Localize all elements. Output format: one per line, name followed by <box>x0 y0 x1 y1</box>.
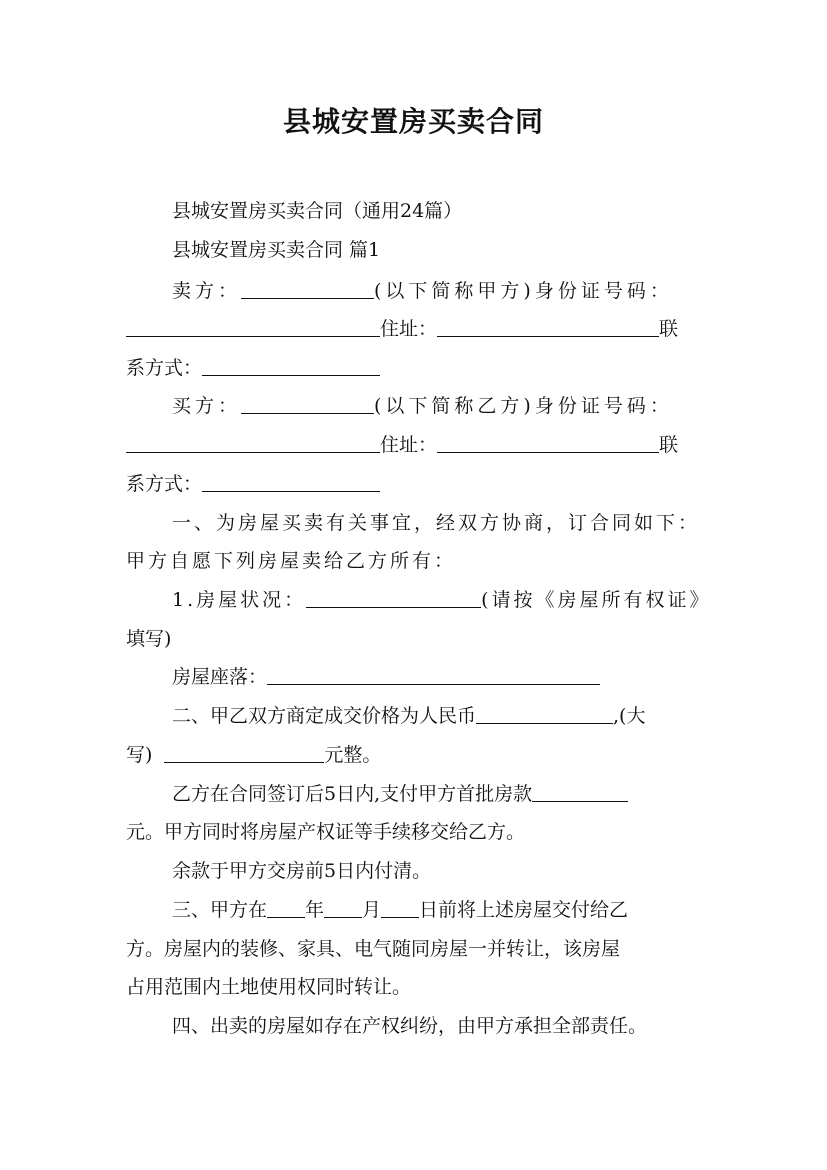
clause2-line2-suffix: 元整。 <box>324 744 382 766</box>
payment-text: 乙方在合同签订后5日内,支付甲方首批房款 <box>172 783 533 805</box>
payment-line2: 元。甲方同时将房屋产权证等手续移交给乙方。 <box>126 821 526 843</box>
clause3-line3: 占用范围内土地使用权同时转让。 <box>126 976 412 998</box>
seller-id-blank[interactable] <box>126 316 380 337</box>
buyer-contact-prefix: 联 <box>659 434 679 456</box>
item1-label: 1.房屋状况： <box>172 589 307 611</box>
delivery-month-blank[interactable] <box>324 897 362 918</box>
buyer-contact-label: 系方式： <box>126 473 203 495</box>
seller-line <box>172 276 673 306</box>
clause2-line2 <box>126 740 381 770</box>
price-blank[interactable] <box>476 703 613 724</box>
payment-line1 <box>172 779 628 809</box>
clause2-line1 <box>172 701 645 731</box>
seller-contact-label: 系方式： <box>126 357 203 379</box>
buyer-address-label: 住址： <box>380 434 438 456</box>
buyer-line <box>172 391 673 421</box>
buyer-label: 买方： <box>172 395 242 417</box>
clause3-month: 月 <box>362 899 382 921</box>
seller-label: 卖方： <box>172 280 242 302</box>
clause3-year: 年 <box>305 899 325 921</box>
seller-suffix: (以下简称甲方)身份证号码： <box>374 280 673 302</box>
clause2-prefix: 二、甲乙双方商定成交价格为人民币 <box>172 705 477 727</box>
item1-line <box>172 585 712 615</box>
buyer-address-line <box>126 430 678 460</box>
clause3-line2: 方。房屋内的装修、家具、电气随同房屋一并转让，该房屋 <box>126 938 621 960</box>
item1-line2: 填写) <box>126 628 172 650</box>
clause3-prefix: 三、甲方在 <box>172 899 268 921</box>
first-payment-blank[interactable] <box>532 781 628 802</box>
part-heading: 县城安置房买卖合同 篇1 <box>172 239 381 261</box>
balance-line: 余款于甲方交房前5日内付清。 <box>172 860 432 882</box>
house-status-blank[interactable] <box>306 587 481 608</box>
seller-contact-blank[interactable] <box>202 355 380 376</box>
buyer-name-blank[interactable] <box>241 393 374 414</box>
seller-contact-line <box>126 353 380 383</box>
document-subtitle: 县城安置房买卖合同（通用24篇） <box>172 200 463 222</box>
location-label: 房屋座落： <box>172 666 268 688</box>
buyer-contact-line <box>126 469 380 499</box>
seller-address-line <box>126 314 678 344</box>
seller-name-blank[interactable] <box>241 278 374 299</box>
clause2-suffix: ,(大 <box>613 705 646 727</box>
buyer-contact-blank[interactable] <box>202 471 380 492</box>
clause2-line2-prefix: 写) <box>126 744 153 766</box>
buyer-suffix: (以下简称乙方)身份证号码： <box>374 395 673 417</box>
document-title: 县城安置房买卖合同 <box>282 105 544 138</box>
location-line <box>172 662 600 692</box>
seller-address-label: 住址： <box>380 318 438 340</box>
buyer-address-blank[interactable] <box>437 432 659 453</box>
clause3-line1 <box>172 895 628 925</box>
delivery-year-blank[interactable] <box>267 897 305 918</box>
seller-address-blank[interactable] <box>437 316 659 337</box>
buyer-id-blank[interactable] <box>126 432 380 453</box>
delivery-day-blank[interactable] <box>381 897 419 918</box>
price-uppercase-blank[interactable] <box>164 742 324 763</box>
clause1-line2: 甲方自愿下列房屋卖给乙方所有： <box>126 550 457 572</box>
item1-suffix: (请按《房屋所有权证》 <box>481 589 712 611</box>
house-location-blank[interactable] <box>267 664 600 685</box>
clause3-suffix: 日前将上述房屋交付给乙 <box>419 899 629 921</box>
clause4-line1: 四、出卖的房屋如存在产权纠纷，由甲方承担全部责任。 <box>172 1015 648 1037</box>
seller-contact-prefix: 联 <box>659 318 679 340</box>
clause1-line1: 一、为房屋买卖有关事宜，经双方协商，订合同如下： <box>172 512 701 534</box>
